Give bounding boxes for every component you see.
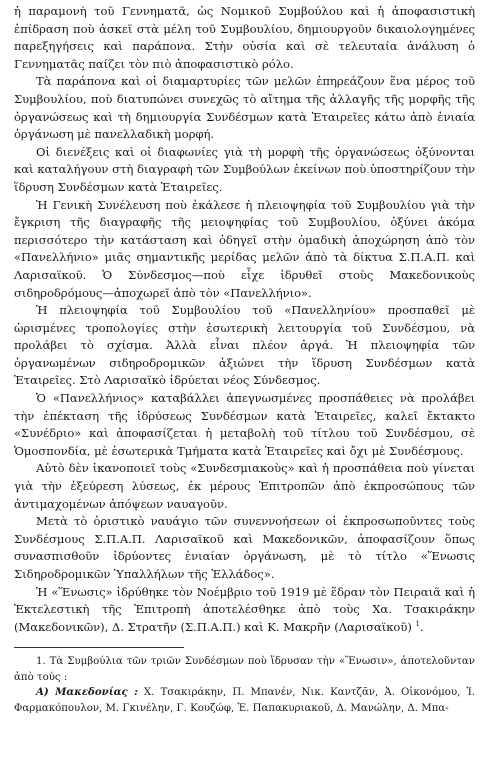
footnote-label: Α) Μακεδονίας : [36, 686, 138, 699]
paragraph-8: Μετὰ τὸ ὁριστικὸ ναυάγιο τῶν συνεννοήσεων οἱ ἐκπροσωποῦντες τοὺς Συνδέσμους Σ.Π.Α.Π. Λαρισαϊκοῦ καὶ Μακεδονικῶν, ἀποφασίζουν ὅπως συνασπισθοῦν ἱδρύοντες ἑνιαίαν ὀργάνωση, μὲ τὸ τίτλο «Ἕνωσις Σιδηροδρομικῶν Ὑπαλλήλων τῆς Ἑλλάδος». [14, 514, 475, 581]
footnote [14, 654, 475, 716]
paragraph-6: Ὁ «Πανελλήνιος» καταβάλλει ἀπεγνωσμένες προσπάθειες νὰ προλάβει τὴν ἐπέκταση τῆς ἱδρύσεως Συνδέσμων κατὰ Ἑταιρεῖες, καλεῖ ἔκτακτο «Συνέδριο» καὶ ἀποφασίζεται ἡ μεταβολὴ τοῦ τίτλου τοῦ Συνδέσμου, σὲ Ὁμοσπονδία, μὲ ἐσωτερικὰ Τμήματα κατὰ Ἑταιρεῖες καὶ ὄχι μὲ Συνδέσμους. [14, 391, 475, 458]
paragraph-5: Ἡ πλειοψηφία τοῦ Συμβουλίου τοῦ «Πανελληνίου» προσπαθεῖ μὲ ὡρισμένες τροπολογίες στὴν ἐσωτερικὴ λειτουργία τοῦ Συνδέσμου, νὰ προλάβει τὸ σχίσμα. Ἀλλὰ εἶναι πλέον ἀργά. Ἡ πλειοψηφία τῶν ὀργανωμένων σιδηροδρομικῶν ἀξιώνει τὴν ἵδρυση Συνδέσμων κατὰ Ἑταιρεῖες. Στὸ Λαρισαϊκὸ ἱδρύεται νέος Σύνδεσμος. [14, 303, 475, 388]
main-text [14, 3, 475, 636]
footnote-names: Χ. Τσακιράκην, Π. Μπανέν, Νικ. Καντζᾶν, Ἀ. Οἰκονόμου, Ἰ. Φαρμακόπουλον, Μ. Γκινέλην, Γ. Κουζώφ, Ἐ. Παπακυριακοῦ, Δ. Μανώλην, Δ. Μπα- [14, 687, 475, 714]
paragraph-3: Οἱ διενέξεις καὶ οἱ διαφωνίες γιὰ τὴ μορφὴ τῆς ὀργανώσεως ὀξύνονται καὶ καταλήγουν στὴ διαγραφὴ τῶν Συμβούλων ἐκείνων ποὺ ὑποστηρίζουν τὴν ἵδρυση Συνδέσμων κατὰ Ἑταιρεῖες. [14, 144, 475, 194]
paragraph-7: Αὐτὸ δὲν ἱκανοποιεῖ τοὺς «Συνδεσμιακοὺς» καὶ ἡ προσπάθεια ποὺ γίνεται γιὰ τὴν ἐξεύρεση λύσεως, ἐκ μέρους Ἐπιτροπῶν ἀπὸ ἐκπροσώπους τῶν ἀντιμαχομένων ἀπόψεων ναυαγοῦν. [14, 461, 475, 511]
footnote-intro: 1. Τὰ Συμβούλια τῶν τριῶν Συνδέσμων ποὺ ἵδρυσαν τὴν «Ἕνωσιν», ἀποτελοῦνταν ἀπὸ τούς : [14, 656, 475, 683]
paragraph-4: Ἡ Γενικὴ Συνέλευση ποὺ ἐκάλεσε ἡ πλειοψηφία τοῦ Συμβουλίου γιὰ τὴν ἔγκριση τῆς διαγραφῆς τῆς μειοψηφίας τοῦ Συμβουλίου, ὀξύνει ἀκόμα περισσότερο τὴν κατάσταση καὶ ὁδηγεῖ στὴν ὁμαδικὴ ἀποχώρηση ἀπὸ τὸν «Πανελλήνιο» μιᾶς σημαντικῆς μερίδας μελῶν ἀπὸ τὰ δίκτυα Σ.Π.Α.Π. καὶ Λαρισαϊκοῦ. Ὁ Σύνδεσμος—ποὺ εἶχε ἱδρυθεῖ στοὺς Μακεδονικοὺς σιδηροδρόμους—ἀποχωρεῖ ἀπὸ τὸν «Πανελλήνιο». [14, 197, 475, 300]
paragraph-1: ἡ παραμονὴ τοῦ Γεννηματᾶ, ὡς Νομικοῦ Συμβούλου καὶ ἡ ἀποφασιστικὴ ἐπίδραση ποὺ ἀσκεῖ στὰ μέλη τοῦ Συμβουλίου, δημιουργοῦν δικαιολογημένες παρεξηγήσεις καὶ παράπονα. Στὴν οὐσία καὶ σὲ τελευταία ἀνάλυση ὁ Γεννηματᾶς παίζει τὸν πιὸ ἀποφασιστικὸ ρόλο. [14, 4, 475, 71]
footnote-list [14, 685, 475, 716]
paragraph-2: Τὰ παράπονα καὶ οἱ διαμαρτυρίες τῶν μελῶν ἐπηρεάζουν ἕνα μέρος τοῦ Συμβουλίου, ποὺ διατυπώνει συνεχῶς τὸ αἴτημα τῆς ἀλλαγῆς τῆς μορφῆς τῆς ὀργανώσεως καὶ τὴ δημιουργία Συνδέσμων κατὰ Ἑταιρεῖες κάτω ἀπὸ ἑνιαία ὀργάνωση μὲ πανελλαδικὴ μορφή. [14, 74, 475, 142]
paragraph-9: Ἡ «Ἕνωσις» ἱδρύθηκε τὸν Νοέμβριο τοῦ 1919 μὲ ἕδραν τὸν Πειραιᾶ καὶ ἡ Ἐκτελεστικὴ τῆς Ἐπιτροπὴ ἀποτελέσθηκε ἀπὸ τοὺς Χα. Τσακιράκην (Μακεδονικῶν), Δ. Στρατῆν (Σ.Π.Α.Π.) καὶ Κ. Μακρῆν (Λαρισαϊκοῦ) $^1$. [14, 584, 475, 634]
paragraph-9-text: Ἡ «Ἕνωσις» ἱδρύθηκε τὸν Νοέμβριο τοῦ 1919 μὲ ἕδραν τὸν Πειραιᾶ καὶ ἡ Ἐκτελεστικὴ τῆς Ἐπιτροπὴ ἀποτελέσθηκε ἀπὸ τοὺς Χα. Τσακιράκην (Μακεδονικῶν), Δ. Στρατῆν (Σ.Π.Α.Π.) καὶ Κ. Μακρῆν (Λαρισαϊκοῦ) [14, 584, 475, 634]
footnote-reference: 1 [415, 619, 420, 628]
footnote-divider [14, 647, 184, 648]
